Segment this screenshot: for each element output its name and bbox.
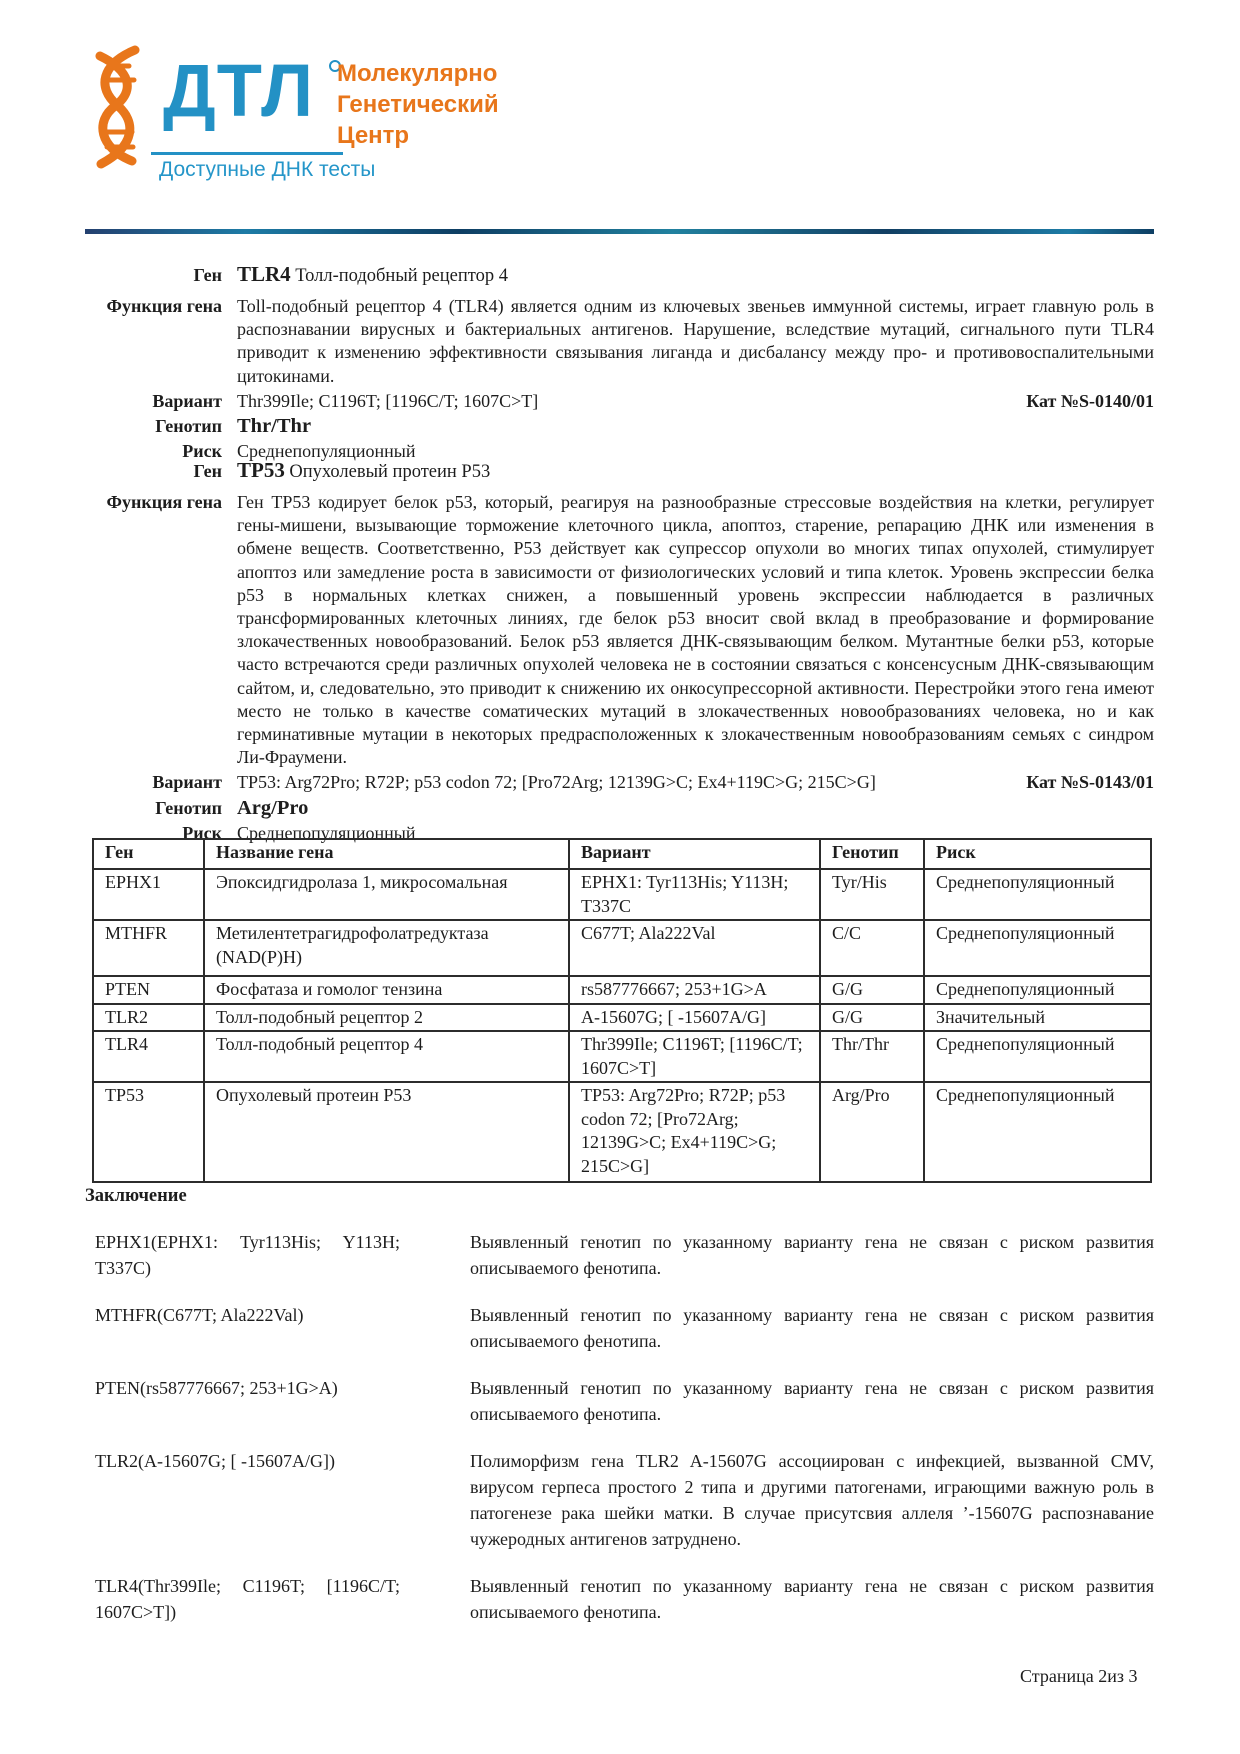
gene-function-row xyxy=(85,295,1154,388)
cell-genotype: C/C xyxy=(820,920,924,976)
gene-heading-row xyxy=(85,458,1154,485)
cell-gene: MTHFR xyxy=(93,920,204,976)
table-row xyxy=(93,1031,1151,1082)
table-header-name: Название гена xyxy=(204,839,569,869)
brand-text: ДТЛ xyxy=(163,49,314,132)
cell-name: Толл-подобный рецептор 2 xyxy=(204,1004,569,1032)
logo-tagline-line: Генетический xyxy=(337,91,499,118)
gene-heading xyxy=(237,262,1154,289)
conclusion-text: Выявленный генотип по указанному варианту гена не связан с риском развития описываемого фенотипа. xyxy=(470,1232,1154,1278)
cell-variant: Thr399Ile; C1196T; [1196C/T; 1607C>T] xyxy=(569,1031,820,1082)
genotype-label: Генотип xyxy=(155,797,222,818)
conclusion-term: PTEN(rs587776667; 253+1G>A) xyxy=(95,1378,338,1398)
conclusion-text: Полиморфизм гена TLR2 A-15607G ассоциирован с инфекцией, вызванной CMV, вирусом герпеса простого 2 типа и другими патогенами, играющими важную роль в патогенезе рака шейки матки. В случае присутсвия аллеля ’-15607G распознавание чужеродных антигенов затруднено. xyxy=(470,1451,1154,1549)
cell-gene: TLR4 xyxy=(93,1031,204,1082)
cell-variant: TP53: Arg72Pro; R72P; p53 codon 72; [Pro72Arg; 12139G>C; Ex4+119C>G; 215C>G] xyxy=(569,1082,820,1182)
conclusion-term: TLR2(A-15607G; [ -15607A/G]) xyxy=(95,1451,335,1471)
dtl-logo xyxy=(85,40,515,190)
cell-variant: EPHX1: Tyr113His; Y113H; T337C xyxy=(569,869,820,920)
page-number: Страница 2из 3 xyxy=(1020,1666,1138,1686)
gene-function-label: Функция гена xyxy=(106,492,222,512)
gene-heading-row xyxy=(85,262,1154,289)
genes-summary-table xyxy=(92,838,1152,1183)
variant-label: Вариант xyxy=(152,390,222,411)
cell-gene: TLR2 xyxy=(93,1004,204,1032)
conclusion-item xyxy=(95,1448,1154,1552)
cell-name: Эпоксидгидролаза 1, микросомальная xyxy=(204,869,569,920)
gene-label: Ген xyxy=(193,461,222,481)
cell-gene: EPHX1 xyxy=(93,869,204,920)
logo-tagline-line: Молекулярно xyxy=(337,60,498,87)
cell-name: Метилентетрагидрофолатредуктаза (NAD(P)H) xyxy=(204,920,569,976)
conclusion-title: Заключение xyxy=(85,1186,187,1206)
gene-title: Опухолевый протеин Р53 xyxy=(289,462,491,482)
gene-label: Ген xyxy=(193,265,222,285)
logo-tagline-line: Центр xyxy=(337,122,410,149)
genotype-value: Thr/Thr xyxy=(237,415,312,438)
risk-value: Среднепопуляционный xyxy=(237,441,416,462)
cell-genotype: G/G xyxy=(820,1004,924,1032)
gene-function-text: Ген ТР53 кодирует белок р53, который, реагируя на разнообразные стрессовые воздействия на клетки, регулирует гены-мишени, вызывающие торможение клеточного цикла, апоптоз, старение, репарацию ДНК или изменения в обмене веществ. Соответственно, Р53 действует как супрессор опухоли во многих типах опухолей, стимулирует апоптоз или замедление роста в зависимости от физиологических условий и типа клеток. Уровень экспрессии белка р53 в нормальных клетках снижен, а повышенный уровень экспрессии наблюдается в различных трансформированных клеточных линиях, где белок р53 вносит свой вклад в преобразование и формирование злокачественных новообразований. Белок р53 является ДНК-связывающим белком. Мутантные белки р53, которые часто встречаются среди различных опухолей человека не в состоянии связаться с консенсусным ДНК-связывающим сайтом, и, следовательно, это приводит к снижению их онкосупрессорной активности. Перестройки этого гена имеют место не только в качестве соматических мутаций в злокачественных новообразованиях человека, но и как герминативные мутации в некоторых предрасположенных к злокачественным новообразованиям семьях с синдром Ли-Фраумени. xyxy=(237,492,1154,768)
genotype-value: Arg/Pro xyxy=(237,796,309,819)
catalog-number: Кат №S-0143/01 xyxy=(1026,772,1154,793)
table-row xyxy=(93,976,1151,1004)
gene-title: Толл-подобный рецептор 4 xyxy=(295,266,508,286)
cell-variant: rs587776667; 253+1G>A xyxy=(569,976,820,1004)
header-divider xyxy=(85,229,1154,234)
table-header-row xyxy=(93,839,1151,869)
logo-tagline xyxy=(337,58,499,151)
table-row xyxy=(93,1082,1151,1182)
cell-risk: Среднепопуляционный xyxy=(924,1082,1151,1182)
cell-gene: TP53 xyxy=(93,1082,204,1182)
variant-row xyxy=(85,771,1154,794)
dna-helix-icon xyxy=(85,44,149,172)
conclusion-section xyxy=(85,1183,1154,1646)
variant-label: Вариант xyxy=(152,772,222,793)
conclusion-item xyxy=(95,1375,1154,1427)
conclusion-item xyxy=(95,1573,1154,1625)
gene-name: TP53 xyxy=(237,458,285,482)
conclusion-term: TLR4(Thr399Ile; C1196T; [1196C/T; 1607C>T]) xyxy=(95,1576,400,1622)
cell-genotype: G/G xyxy=(820,976,924,1004)
cell-variant: A-15607G; [ -15607A/G] xyxy=(569,1004,820,1032)
cell-risk: Среднепопуляционный xyxy=(924,1031,1151,1082)
cell-genotype: Thr/Thr xyxy=(820,1031,924,1082)
conclusion-text: Выявленный генотип по указанному варианту гена не связан с риском развития описываемого фенотипа. xyxy=(470,1378,1154,1424)
gene-function-label: Функция гена xyxy=(106,296,222,316)
cell-risk: Среднепопуляционный xyxy=(924,976,1151,1004)
variant-text: TP53: Arg72Pro; R72P; p53 codon 72; [Pro72Arg; 12139G>C; Ex4+119C>G; 215C>G] xyxy=(237,772,876,793)
table-header-variant: Вариант xyxy=(569,839,820,869)
risk-label: Риск xyxy=(182,441,222,462)
gene-function-text: Toll-подобный рецептор 4 (TLR4) является одним из ключевых звеньев иммунной системы, играет главную роль в распознавании вирусных и бактериальных антигенов. Нарушение, вследствие мутаций, сигнального пути TLR4 приводит к изменению эффективности связывания лиганда и дисбалансу между про- и противовоспалительными цитокинами. xyxy=(237,296,1154,386)
logo-underline xyxy=(151,152,343,155)
gene-section-tlr4 xyxy=(85,262,1154,463)
cell-risk: Значительный xyxy=(924,1004,1151,1032)
variant-text: Thr399Ile; C1196T; [1196C/T; 1607C>T] xyxy=(237,390,539,411)
gene-section-tp53 xyxy=(85,458,1154,845)
cell-gene: PTEN xyxy=(93,976,204,1004)
conclusion-text: Выявленный генотип по указанному варианту гена не связан с риском развития описываемого фенотипа. xyxy=(470,1576,1154,1622)
variant-row xyxy=(85,390,1154,413)
gene-function-row xyxy=(85,491,1154,769)
cell-name: Толл-подобный рецептор 4 xyxy=(204,1031,569,1082)
table-header-gene: Ген xyxy=(93,839,204,869)
logo-subtitle: Доступные ДНК тесты xyxy=(159,158,376,181)
genotype-label: Генотип xyxy=(155,416,222,437)
risk-value: Среднепопуляционный xyxy=(237,822,416,843)
gene-heading xyxy=(237,458,1154,485)
cell-variant: C677T; Ala222Val xyxy=(569,920,820,976)
table-row xyxy=(93,1004,1151,1032)
variant-value-wrap xyxy=(237,390,1154,413)
table-header-genotype: Генотип xyxy=(820,839,924,869)
conclusion-item xyxy=(95,1229,1154,1281)
catalog-number: Кат №S-0140/01 xyxy=(1026,390,1154,411)
table-row xyxy=(93,920,1151,976)
table-header-risk: Риск xyxy=(924,839,1151,869)
conclusion-term: EPHX1(EPHX1: Tyr113His; Y113H; T337C) xyxy=(95,1232,400,1278)
variant-value-wrap xyxy=(237,771,1154,794)
conclusion-text: Выявленный генотип по указанному варианту гена не связан с риском развития описываемого фенотипа. xyxy=(470,1305,1154,1351)
cell-genotype: Tyr/His xyxy=(820,869,924,920)
genotype-row xyxy=(85,795,1154,822)
cell-risk: Среднепопуляционный xyxy=(924,920,1151,976)
conclusion-items xyxy=(85,1229,1154,1625)
table-row xyxy=(93,869,1151,920)
genotype-row xyxy=(85,413,1154,440)
cell-risk: Среднепопуляционный xyxy=(924,869,1151,920)
cell-name: Фосфатаза и гомолог тензина xyxy=(204,976,569,1004)
gene-name: TLR4 xyxy=(237,262,291,286)
risk-label: Риск xyxy=(182,822,222,843)
cell-genotype: Arg/Pro xyxy=(820,1082,924,1182)
cell-name: Опухолевый протеин Р53 xyxy=(204,1082,569,1182)
conclusion-item xyxy=(95,1302,1154,1354)
conclusion-term: MTHFR(C677T; Ala222Val) xyxy=(95,1305,304,1325)
